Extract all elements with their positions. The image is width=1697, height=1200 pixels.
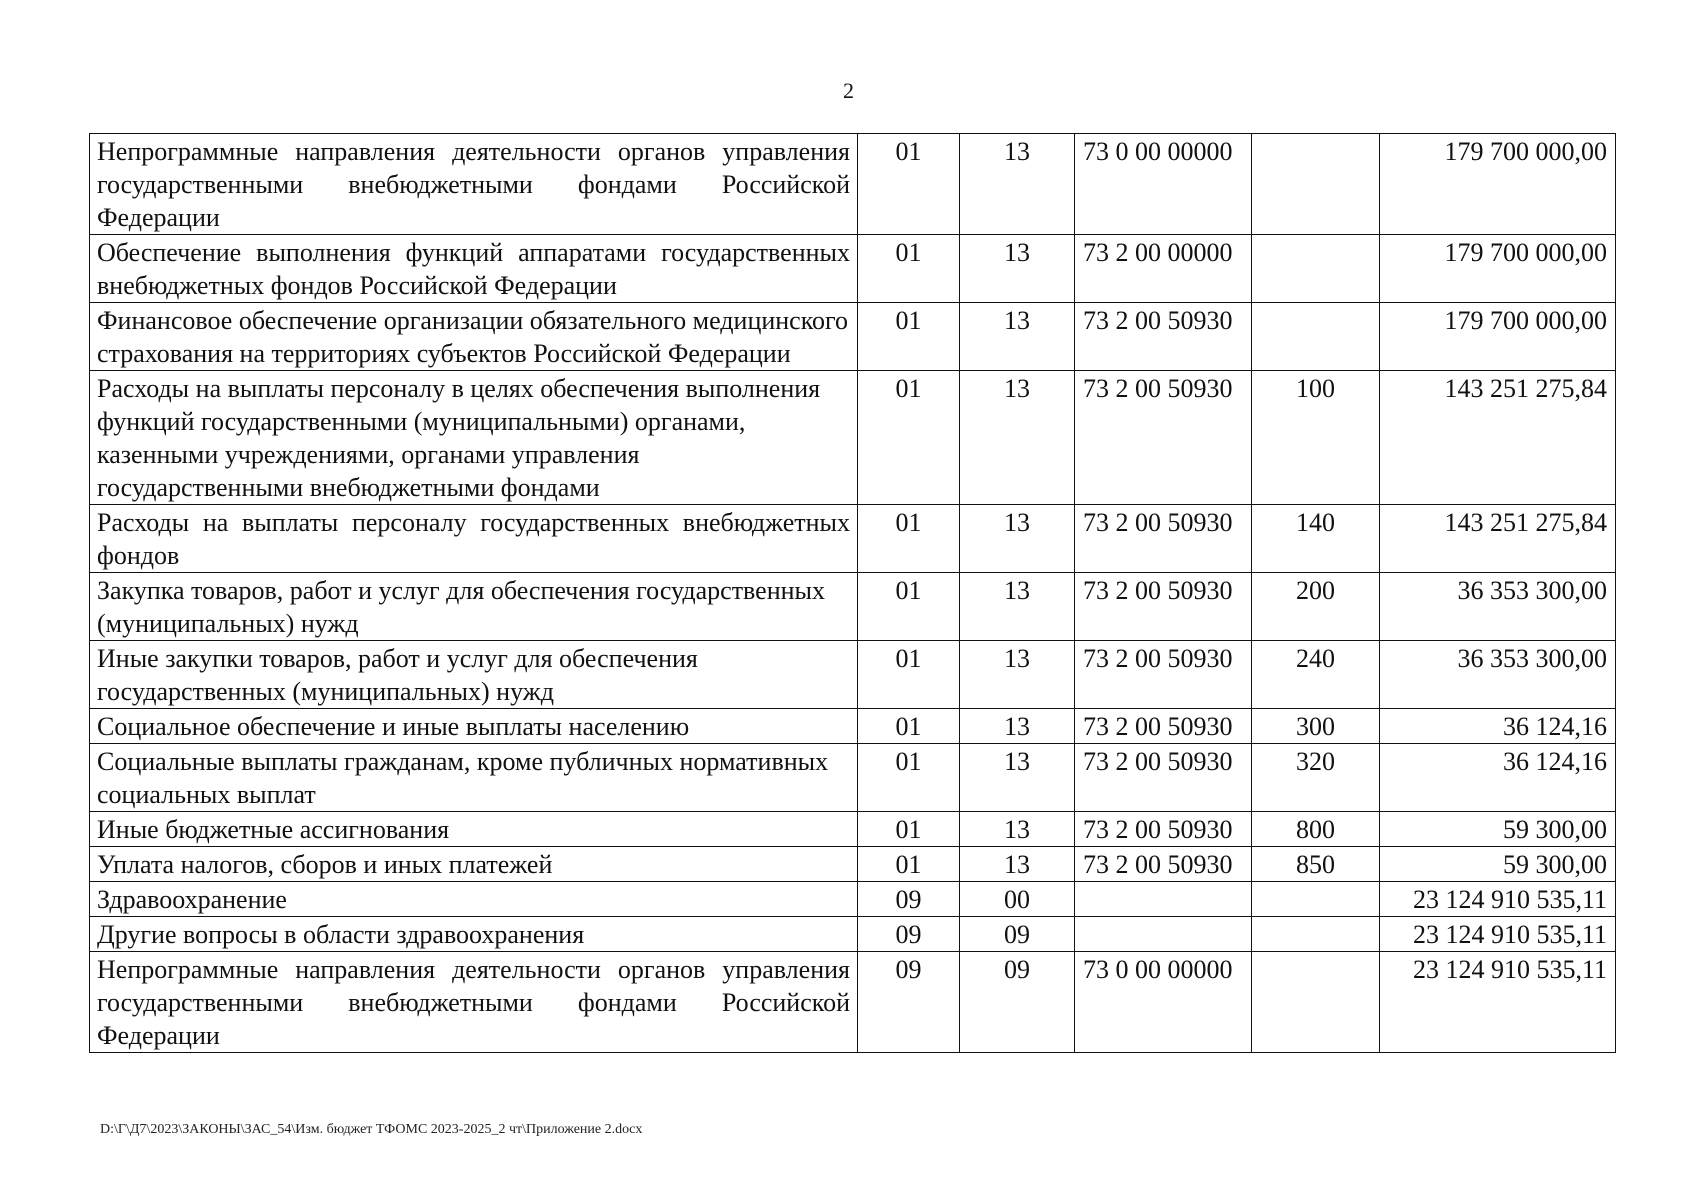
budget-table [89, 133, 1616, 1053]
page-number: 2 [843, 78, 854, 103]
row-subsection-code-cell: 13 [960, 812, 1075, 847]
row-target-article-cell [1075, 917, 1252, 952]
row-name-cell: Расходы на выплаты персоналу в целях обеспечения выполнения функций государственными (муниципальными) органами, казенными учреждениями, органами управления государственными внебюджетными фондами [90, 371, 858, 505]
row-subsection-code-cell: 13 [960, 371, 1075, 505]
table-row [90, 744, 1616, 812]
row-target-article-cell: 73 2 00 50930 [1075, 303, 1252, 371]
table-row [90, 641, 1616, 709]
budget-table-body [90, 134, 1616, 1053]
row-section-code-cell: 09 [858, 882, 960, 917]
table-row [90, 303, 1616, 371]
row-subsection-code-cell: 13 [960, 134, 1075, 235]
row-section-code-cell: 01 [858, 134, 960, 235]
row-amount-cell: 59 300,00 [1380, 812, 1616, 847]
table-row [90, 371, 1616, 505]
row-amount-cell: 179 700 000,00 [1380, 303, 1616, 371]
row-section-code-cell: 01 [858, 709, 960, 744]
table-row [90, 134, 1616, 235]
row-section-code-cell: 01 [858, 303, 960, 371]
row-amount-cell: 179 700 000,00 [1380, 134, 1616, 235]
row-amount-cell: 36 353 300,00 [1380, 573, 1616, 641]
row-target-article-cell: 73 2 00 50930 [1075, 812, 1252, 847]
row-amount-cell: 23 124 910 535,11 [1380, 952, 1616, 1053]
row-section-code-cell: 01 [858, 744, 960, 812]
row-section-code-cell: 01 [858, 371, 960, 505]
row-expense-type-cell: 850 [1252, 847, 1380, 882]
row-name-cell: Финансовое обеспечение организации обязательного медицинского страхования на территориях субъектов Российской Федерации [90, 303, 858, 371]
row-expense-type-cell: 200 [1252, 573, 1380, 641]
row-expense-type-cell: 240 [1252, 641, 1380, 709]
row-target-article-cell: 73 2 00 50930 [1075, 709, 1252, 744]
row-amount-cell: 36 124,16 [1380, 744, 1616, 812]
row-section-code-cell: 01 [858, 573, 960, 641]
table-row [90, 917, 1616, 952]
row-subsection-code-cell: 13 [960, 303, 1075, 371]
row-name-cell: Иные бюджетные ассигнования [90, 812, 858, 847]
row-target-article-cell: 73 2 00 50930 [1075, 847, 1252, 882]
row-name-cell: Социальное обеспечение и иные выплаты населению [90, 709, 858, 744]
row-section-code-cell: 01 [858, 812, 960, 847]
table-row [90, 847, 1616, 882]
row-target-article-cell: 73 0 00 00000 [1075, 134, 1252, 235]
row-target-article-cell: 73 0 00 00000 [1075, 952, 1252, 1053]
row-subsection-code-cell: 13 [960, 573, 1075, 641]
row-expense-type-cell [1252, 235, 1380, 303]
row-expense-type-cell [1252, 303, 1380, 371]
row-name-cell: Расходы на выплаты персоналу государственных внебюджетных фондов [90, 505, 858, 573]
row-subsection-code-cell: 00 [960, 882, 1075, 917]
row-name-cell: Социальные выплаты гражданам, кроме публичных нормативных социальных выплат [90, 744, 858, 812]
row-amount-cell: 143 251 275,84 [1380, 371, 1616, 505]
table-row [90, 882, 1616, 917]
row-section-code-cell: 01 [858, 847, 960, 882]
row-name-cell: Здравоохранение [90, 882, 858, 917]
table-row [90, 505, 1616, 573]
row-expense-type-cell [1252, 882, 1380, 917]
row-name-cell: Непрограммные направления деятельности органов управления государственными внебюджетными фондами Российской Федерации [90, 134, 858, 235]
row-expense-type-cell [1252, 134, 1380, 235]
row-subsection-code-cell: 13 [960, 847, 1075, 882]
row-target-article-cell: 73 2 00 00000 [1075, 235, 1252, 303]
row-amount-cell: 23 124 910 535,11 [1380, 917, 1616, 952]
row-name-cell: Непрограммные направления деятельности органов управления государственными внебюджетными фондами Российской Федерации [90, 952, 858, 1053]
row-subsection-code-cell: 13 [960, 235, 1075, 303]
row-section-code-cell: 01 [858, 235, 960, 303]
row-amount-cell: 36 124,16 [1380, 709, 1616, 744]
table-row [90, 709, 1616, 744]
row-expense-type-cell: 800 [1252, 812, 1380, 847]
table-row [90, 812, 1616, 847]
row-expense-type-cell: 100 [1252, 371, 1380, 505]
row-expense-type-cell: 140 [1252, 505, 1380, 573]
row-name-cell: Обеспечение выполнения функций аппаратами государственных внебюджетных фондов Российской Федерации [90, 235, 858, 303]
row-expense-type-cell: 320 [1252, 744, 1380, 812]
row-subsection-code-cell: 13 [960, 641, 1075, 709]
row-section-code-cell: 01 [858, 641, 960, 709]
row-amount-cell: 143 251 275,84 [1380, 505, 1616, 573]
row-amount-cell: 179 700 000,00 [1380, 235, 1616, 303]
row-subsection-code-cell: 09 [960, 952, 1075, 1053]
table-row [90, 573, 1616, 641]
row-name-cell: Иные закупки товаров, работ и услуг для обеспечения государственных (муниципальных) нужд [90, 641, 858, 709]
row-section-code-cell: 01 [858, 505, 960, 573]
row-name-cell: Уплата налогов, сборов и иных платежей [90, 847, 858, 882]
row-target-article-cell: 73 2 00 50930 [1075, 744, 1252, 812]
row-expense-type-cell: 300 [1252, 709, 1380, 744]
footer-file-path: D:\Г\Д7\2023\ЗАКОНЫ\ЗАС_54\Изм. бюджет ТФОМС 2023-2025_2 чт\Приложение 2.docx [100, 1122, 643, 1137]
row-subsection-code-cell: 13 [960, 744, 1075, 812]
row-name-cell: Закупка товаров, работ и услуг для обеспечения государственных (муниципальных) нужд [90, 573, 858, 641]
row-subsection-code-cell: 13 [960, 709, 1075, 744]
row-amount-cell: 36 353 300,00 [1380, 641, 1616, 709]
row-target-article-cell [1075, 882, 1252, 917]
row-target-article-cell: 73 2 00 50930 [1075, 641, 1252, 709]
row-section-code-cell: 09 [858, 917, 960, 952]
row-subsection-code-cell: 09 [960, 917, 1075, 952]
row-amount-cell: 23 124 910 535,11 [1380, 882, 1616, 917]
row-name-cell: Другие вопросы в области здравоохранения [90, 917, 858, 952]
row-target-article-cell: 73 2 00 50930 [1075, 371, 1252, 505]
table-row [90, 952, 1616, 1053]
row-amount-cell: 59 300,00 [1380, 847, 1616, 882]
row-expense-type-cell [1252, 952, 1380, 1053]
row-target-article-cell: 73 2 00 50930 [1075, 573, 1252, 641]
row-section-code-cell: 09 [858, 952, 960, 1053]
row-expense-type-cell [1252, 917, 1380, 952]
row-subsection-code-cell: 13 [960, 505, 1075, 573]
row-target-article-cell: 73 2 00 50930 [1075, 505, 1252, 573]
table-row [90, 235, 1616, 303]
